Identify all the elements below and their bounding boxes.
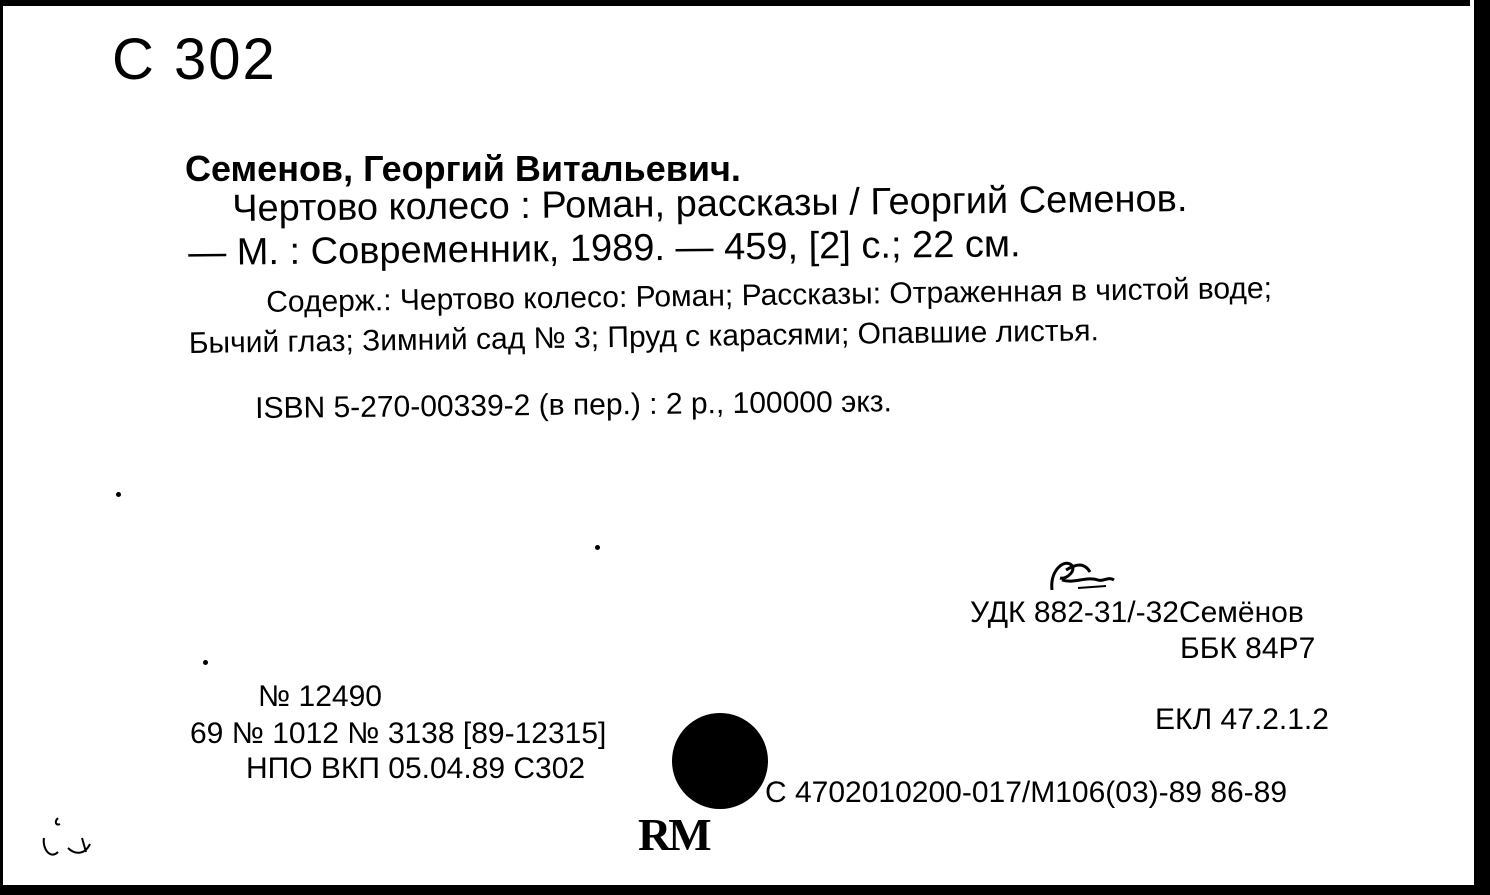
card-edge-left [0, 0, 3, 895]
card-edge-right-gap [1470, 0, 1474, 895]
title-line-2: — М. : Современник, 1989. — 459, [2] с.; 22 см. [188, 223, 1021, 274]
npo-line: НПО ВКП 05.04.89 С302 [246, 752, 586, 785]
card-edge-top [0, 0, 1490, 6]
speck [595, 545, 600, 550]
speck [116, 492, 121, 497]
order-line [190, 717, 707, 751]
udk-index: УДК 882-31/-32Семёнов [970, 596, 1304, 629]
rm-stamp: RM [638, 809, 709, 860]
catalog-code-line: С 4702010200-017/М106(03)-89 86-89 [765, 776, 1288, 809]
ekl-index: ЕКЛ 47.2.1.2 [1155, 703, 1329, 736]
signature-mark [1040, 550, 1120, 600]
bbk-index: ББК 84Р7 [1180, 632, 1316, 665]
speck [203, 660, 208, 665]
title-line-1: Чертово колесо : Роман, рассказы / Георгий Семенов. [232, 177, 1188, 230]
inventory-number: № 12490 [258, 680, 382, 713]
punched-hole [672, 713, 768, 809]
card-edge-right [1474, 0, 1490, 895]
order-line-text: 69 № 1012 № 3138 [89-12315] [190, 717, 607, 750]
contents-text: Содерж.: Чертово колесо: Роман; Рассказы: Отраженная в чистой воде; Бычий глаз; Зимний сад № 3; Пруд с карасями; Опавшие листья. [188, 271, 1273, 360]
author-heading: Семенов, Георгий Витальевич. [185, 148, 741, 189]
card-edge-bottom [0, 885, 1490, 895]
isbn-line: ISBN 5-270-00339-2 (в пер.) : 2 р., 100000 экз. [255, 385, 893, 425]
margin-scribble [28, 808, 108, 868]
contents-note [188, 268, 1364, 364]
shelfmark: С 302 [112, 27, 277, 92]
